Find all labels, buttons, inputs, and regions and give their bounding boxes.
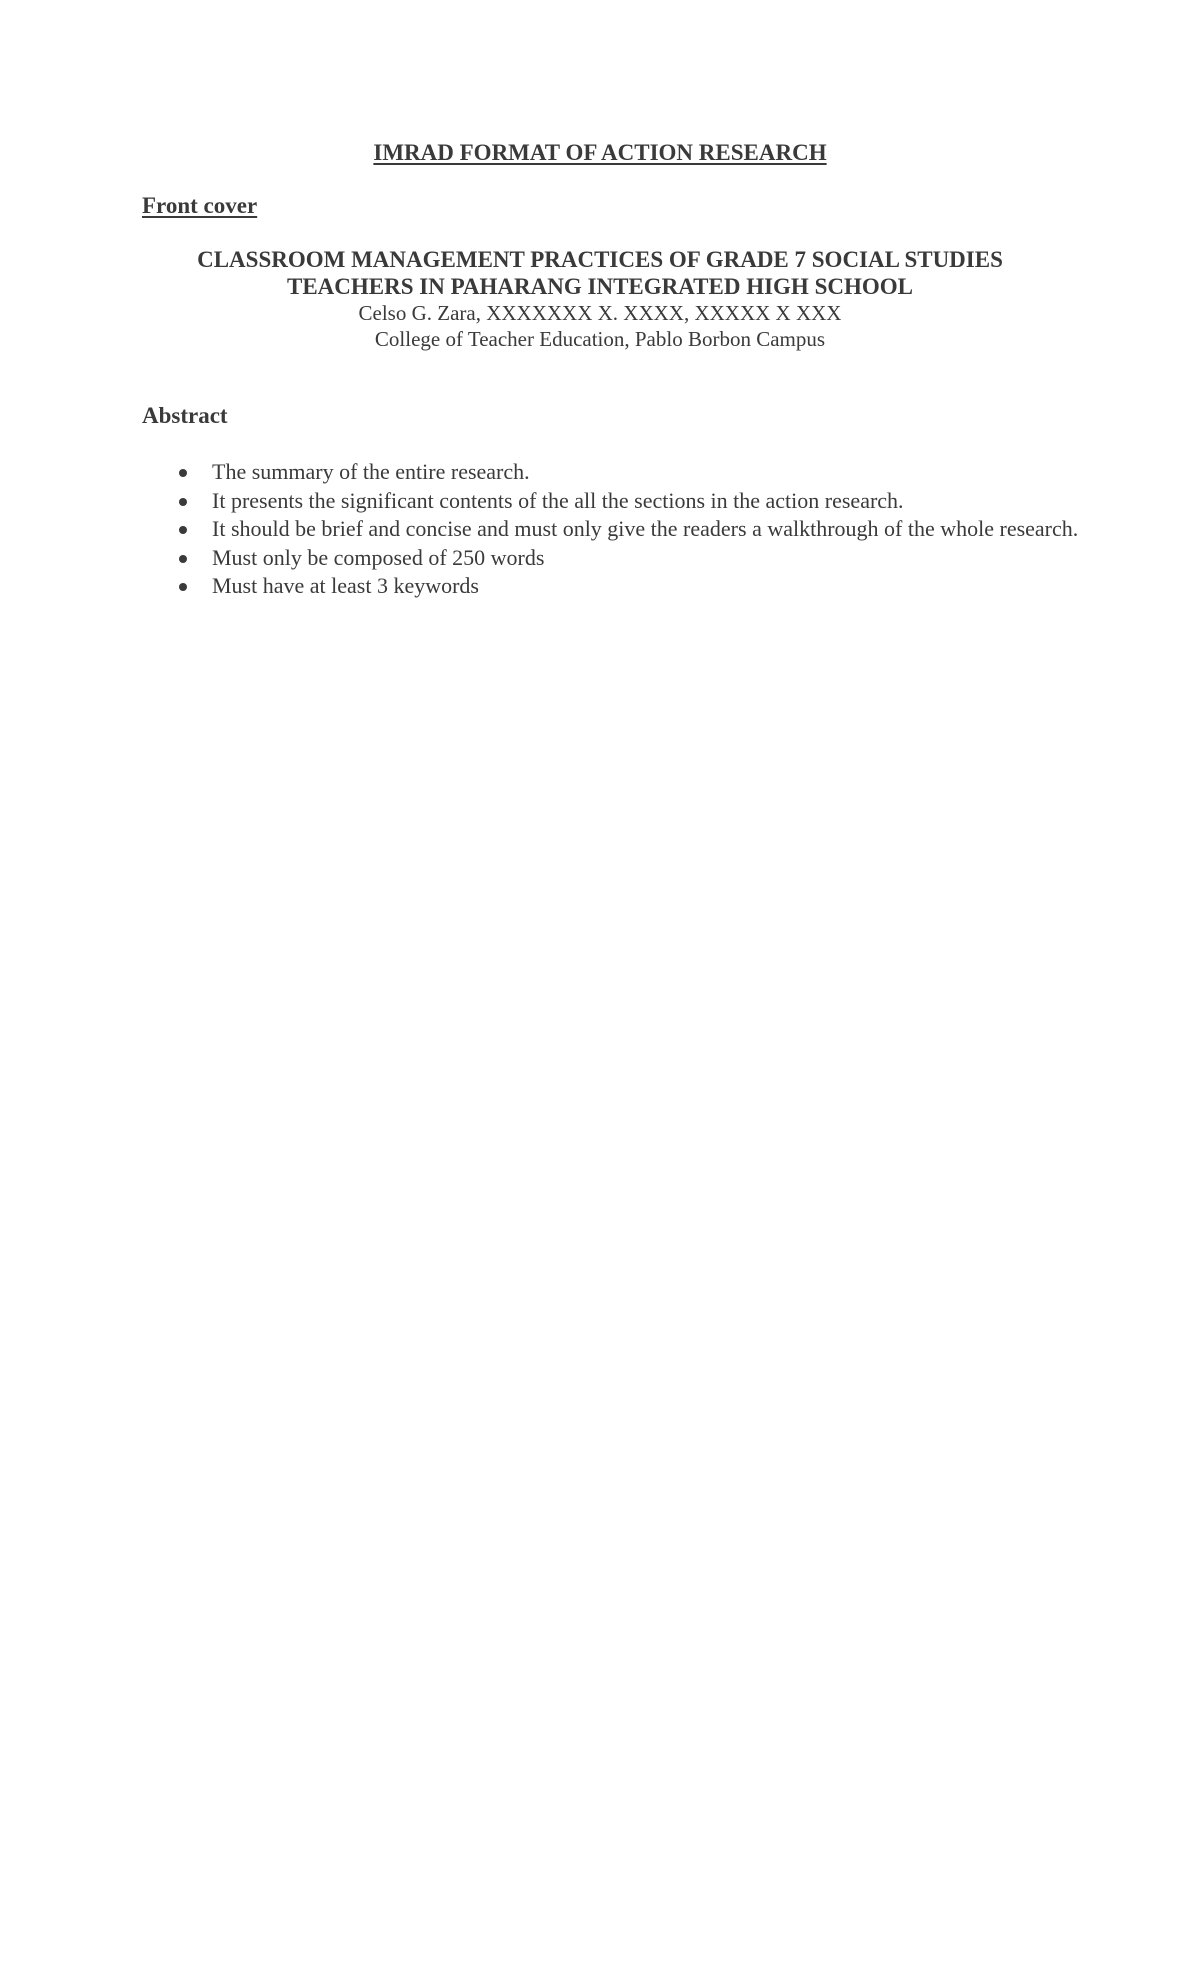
- bullet-icon: [179, 583, 187, 591]
- bullet-icon: [179, 526, 187, 534]
- list-item-text: The summary of the entire research.: [212, 459, 530, 484]
- list-item-text: Must only be composed of 250 words: [212, 544, 545, 570]
- cover-block: [0, 246, 1200, 352]
- list-item-text: It presents the significant contents of the all the sections in the action research.: [212, 487, 904, 513]
- abstract-heading: Abstract: [142, 403, 228, 428]
- bullet-icon: [179, 498, 187, 506]
- bullet-icon: [179, 469, 187, 477]
- bullet-icon: [179, 555, 187, 563]
- abstract-bullet-list: [142, 458, 1082, 601]
- list-item: [142, 458, 1082, 487]
- list-item-text: It should be brief and concise and must only give the readers a walkthrough of the whole research.: [212, 516, 1079, 541]
- cover-authors: Celso G. Zara, XXXXXXX X. XXXX, XXXXX X XXX: [358, 301, 842, 325]
- list-item: [142, 515, 1082, 544]
- document-title: IMRAD FORMAT OF ACTION RESEARCH: [373, 140, 827, 165]
- cover-title-line-2: TEACHERS IN PAHARANG INTEGRATED HIGH SCHOOL: [287, 274, 913, 299]
- list-item: [142, 544, 1082, 573]
- cover-title-line-1: CLASSROOM MANAGEMENT PRACTICES OF GRADE 7 SOCIAL STUDIES: [197, 247, 1003, 272]
- front-cover-heading: Front cover: [142, 193, 258, 218]
- list-item: [142, 487, 1082, 516]
- list-item: [142, 572, 1082, 601]
- list-item-text: Must have at least 3 keywords: [212, 573, 479, 598]
- cover-affiliation: College of Teacher Education, Pablo Borbon Campus: [374, 327, 826, 351]
